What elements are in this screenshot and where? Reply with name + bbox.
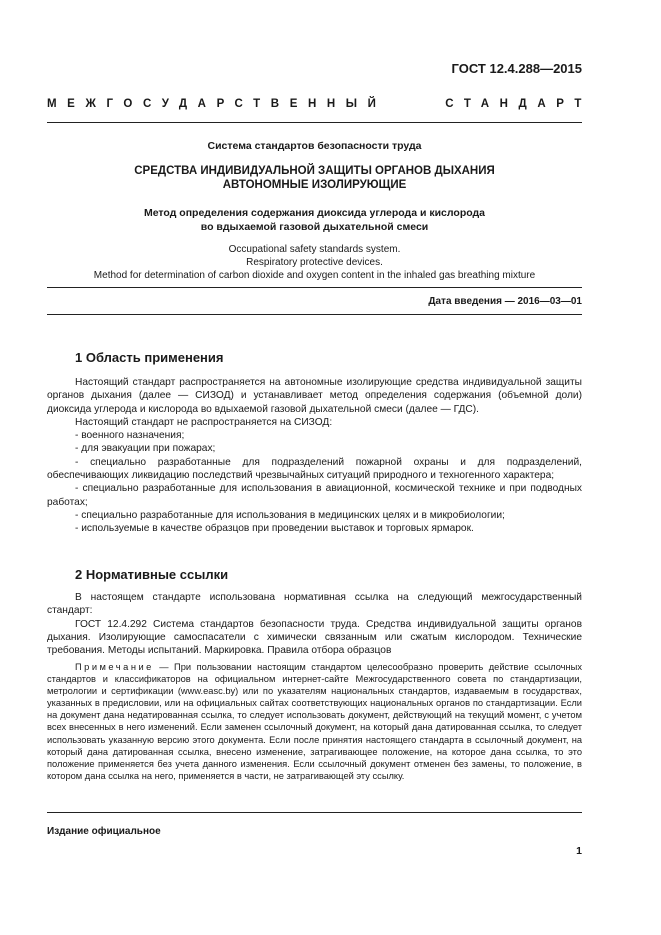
list-item: - используемые в качестве образцов при проведении выставок и торговых ярмарок. — [75, 523, 474, 535]
english-title-line-1: Occupational safety standards system. — [228, 244, 401, 255]
english-title-line-2: Respiratory protective devices. — [246, 257, 383, 269]
section-1-paragraph-1: Настоящий стандарт распространяется на автономные изолирующие средства индивидуальной защиты органов дыхания (далее — СИЗОД) и устанавливает метод определения содержания (объемной доли) диоксида углерода и кислорода во вдыхаемой газовой дыхательной смеси (далее — ГДС). — [47, 377, 582, 415]
list-item: - для эвакуации при пожарах; — [75, 443, 216, 455]
note-label: Примечание — [75, 662, 154, 672]
footer-divider — [47, 812, 582, 813]
series-title: Система стандартов безопасности труда — [207, 140, 422, 152]
title-divider — [47, 287, 582, 288]
list-item: - специально разработанные для использования в медицинских целях и в микробиологии; — [75, 509, 505, 521]
page-number: 1 — [576, 845, 582, 857]
english-title-line-3: Method for determination of carbon dioxide and oxygen content in the inhaled gas breathing mixture — [93, 270, 536, 282]
document-code: ГОСТ 12.4.288—2015 — [451, 61, 582, 76]
interstate-label: МЕЖГОСУДАРСТВЕННЫЙ — [47, 98, 387, 110]
standard-label: СТАНДАРТ — [445, 98, 592, 110]
document-title-line-2: АВТОНОМНЫЕ ИЗОЛИРУЮЩИЕ — [222, 179, 407, 191]
document-subtitle-line-1: Метод определения содержания диоксида углерода и кислорода — [143, 207, 486, 219]
section-1-paragraph-2: Настоящий стандарт не распространяется на СИЗОД: — [75, 416, 333, 428]
section-1-heading: 1 Область применения — [75, 350, 224, 365]
note-text: — При пользовании настоящим стандартом целесообразно проверить действие ссылочных стандартов и классификаторов на официальном интернет-сайте Межгосударственного совета по стандартизации, метрологии и сертификации (www.easc.by) или по указателям национальных стандартов, издаваемым в государствах, указанных в предисловии, или на официальных сайтах соответствующих национальных органов по стандартизации. Если на документ дана недатированная ссылка, то следует использовать документ, действующий на текущий момент, с учетом всех внесенных в него изменений. Если заменен ссылочный документ, на который дана датированная ссылка, то следует использовать указанную версию этого документа. Если после принятия настоящего стандарта в ссылочный документ, на который дана датированная ссылка, внесено изменение, затрагивающее положение, на которое дана ссылка, то это положение применяется без учета данного изменения. Если ссылочный документ отменен без замены, то положение, в котором дана ссылка на него, применяется в части, не затрагивающей эту ссылку. — [47, 662, 582, 781]
document-subtitle — [47, 206, 582, 234]
note — [47, 661, 582, 782]
date-divider — [47, 314, 582, 315]
section-2-body — [47, 591, 582, 657]
header-divider — [47, 122, 582, 123]
list-item: - специально разработанные для подразделений пожарной охраны и для подразделений, обеспечивающих ликвидацию последствий чрезвычайных ситуаций природного и техногенного характера; — [47, 456, 582, 482]
introduction-date: Дата введения — 2016—03—01 — [428, 296, 582, 307]
section-2-paragraph-1: В настоящем стандарте использована нормативная ссылка на следующий межгосударственный стандарт: — [47, 592, 582, 617]
section-2-heading: 2 Нормативные ссылки — [75, 567, 229, 582]
list-item: - специально разработанные для использования в авиационной, космической технике и при подводных работах; — [47, 483, 582, 508]
section-1-body — [47, 376, 582, 536]
english-title — [47, 243, 582, 283]
official-edition-label: Издание официальное — [47, 826, 161, 837]
document-title — [47, 164, 582, 192]
document-title-line-1: СРЕДСТВА ИНДИВИДУАЛЬНОЙ ЗАЩИТЫ ОРГАНОВ ДЫХАНИЯ — [134, 165, 495, 177]
document-subtitle-line-2: во вдыхаемой газовой дыхательной смеси — [200, 221, 429, 233]
list-item: - военного назначения; — [75, 430, 185, 442]
normative-reference: ГОСТ 12.4.292 Система стандартов безопасности труда. Средства индивидуальной защиты органов дыхания. Изолирующие самоспасатели с химически связанным или сжатым кислородом. Технические требования. Методы испытаний. Маркировка. Правила отбора образцов — [47, 618, 582, 657]
